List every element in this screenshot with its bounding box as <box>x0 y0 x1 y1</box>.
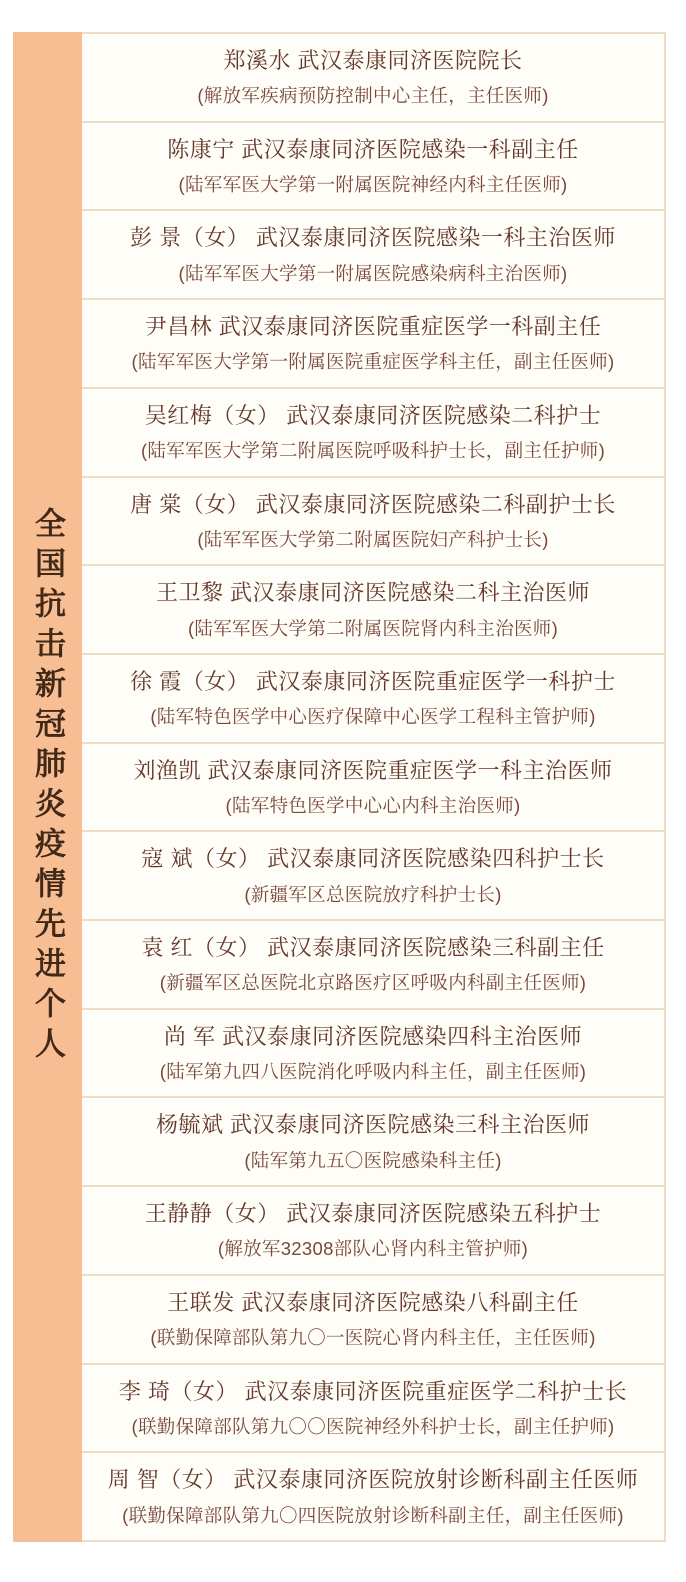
list-item <box>82 744 664 833</box>
person-origin-line: (新疆军区总医院北京路医疗区呼吸内科副主任医师) <box>159 972 587 994</box>
person-origin-line: (新疆军区总医院放疗科护士长) <box>244 883 502 905</box>
person-title-line: 王静静（女） 武汉泰康同济医院感染五科护士 <box>144 1201 602 1227</box>
person-title-line: 袁 红（女） 武汉泰康同济医院感染三科副主任 <box>141 935 605 961</box>
person-title-line: 唐 棠（女） 武汉泰康同济医院感染二科副护士长 <box>130 491 616 517</box>
person-origin-line: (陆军军医大学第一附属医院神经内科主任医师) <box>178 174 568 196</box>
list-item <box>82 34 664 123</box>
person-origin-line: (陆军特色医学中心心内科主治医师) <box>225 794 521 816</box>
person-origin-line: (联勤保障部队第九〇一医院心肾内科主任，主任医师) <box>150 1327 596 1349</box>
person-title-line: 刘渔凯 武汉泰康同济医院重症医学一科主治医师 <box>133 757 613 783</box>
person-title-line: 郑溪水 武汉泰康同济医院院长 <box>223 48 523 74</box>
person-origin-line: (陆军军医大学第二附属医院妇产科护士长) <box>197 528 549 550</box>
person-origin-line: (陆军军医大学第一附属医院感染病科主治医师) <box>178 262 568 284</box>
person-origin-line: (陆军军医大学第一附属医院重症医学科主任，副主任医师) <box>131 351 615 373</box>
list-item <box>82 1010 664 1099</box>
person-origin-line: (陆军第九五〇医院感染科主任) <box>244 1149 502 1171</box>
person-origin-line: (陆军特色医学中心医疗保障中心医学工程科主管护师) <box>150 706 596 728</box>
honor-roll-board <box>13 32 666 1542</box>
person-title-line: 周 智（女） 武汉泰康同济医院放射诊断科副主任医师 <box>107 1467 639 1493</box>
list-item <box>82 1276 664 1365</box>
person-origin-line: (解放军疾病预防控制中心主任，主任医师) <box>197 85 549 107</box>
list-item <box>82 123 664 212</box>
person-title-line: 陈康宁 武汉泰康同济医院感染一科副主任 <box>167 136 579 162</box>
sidebar-title: 全国抗击新冠肺炎疫情先进个人 <box>30 507 65 1067</box>
list-item <box>82 655 664 744</box>
person-title-line: 李 琦（女） 武汉泰康同济医院重症医学二科护士长 <box>118 1378 628 1404</box>
person-title-line: 寇 斌（女） 武汉泰康同济医院感染四科护士长 <box>141 846 605 872</box>
person-origin-line: (解放军32308部队心肾内科主管护师) <box>217 1238 529 1260</box>
person-title-line: 王联发 武汉泰康同济医院感染八科副主任 <box>167 1289 579 1315</box>
list-item <box>82 566 664 655</box>
list-item <box>82 1453 664 1540</box>
list-item <box>82 921 664 1010</box>
list-item <box>82 1365 664 1454</box>
list-item <box>82 832 664 921</box>
person-title-line: 杨毓斌 武汉泰康同济医院感染三科主治医师 <box>155 1112 591 1138</box>
person-title-line: 尹昌林 武汉泰康同济医院重症医学一科副主任 <box>144 314 602 340</box>
person-origin-line: (陆军军医大学第二附属医院呼吸科护士长，副主任护师) <box>140 440 606 462</box>
person-title-line: 王卫黎 武汉泰康同济医院感染二科主治医师 <box>155 580 591 606</box>
person-title-line: 彭 景（女） 武汉泰康同济医院感染一科主治医师 <box>130 225 616 251</box>
list-item <box>82 300 664 389</box>
person-title-line: 徐 霞（女） 武汉泰康同济医院重症医学一科护士 <box>130 668 616 694</box>
person-origin-line: (陆军第九四八医院消化呼吸内科主任，副主任医师) <box>159 1061 587 1083</box>
list-item <box>82 389 664 478</box>
person-origin-line: (联勤保障部队第九〇四医院放射诊断科副主任，副主任医师) <box>122 1504 624 1526</box>
person-title-line: 吴红梅（女） 武汉泰康同济医院感染二科护士 <box>144 402 602 428</box>
people-list <box>82 32 666 1542</box>
person-title-line: 尚 军 武汉泰康同济医院感染四科主治医师 <box>163 1023 583 1049</box>
sidebar <box>13 32 82 1542</box>
list-item <box>82 1098 664 1187</box>
list-item <box>82 478 664 567</box>
list-item <box>82 211 664 300</box>
person-origin-line: (联勤保障部队第九〇〇医院神经外科护士长，副主任护师) <box>131 1415 615 1437</box>
list-item <box>82 1187 664 1276</box>
person-origin-line: (陆军军医大学第二附属医院肾内科主治医师) <box>187 617 559 639</box>
